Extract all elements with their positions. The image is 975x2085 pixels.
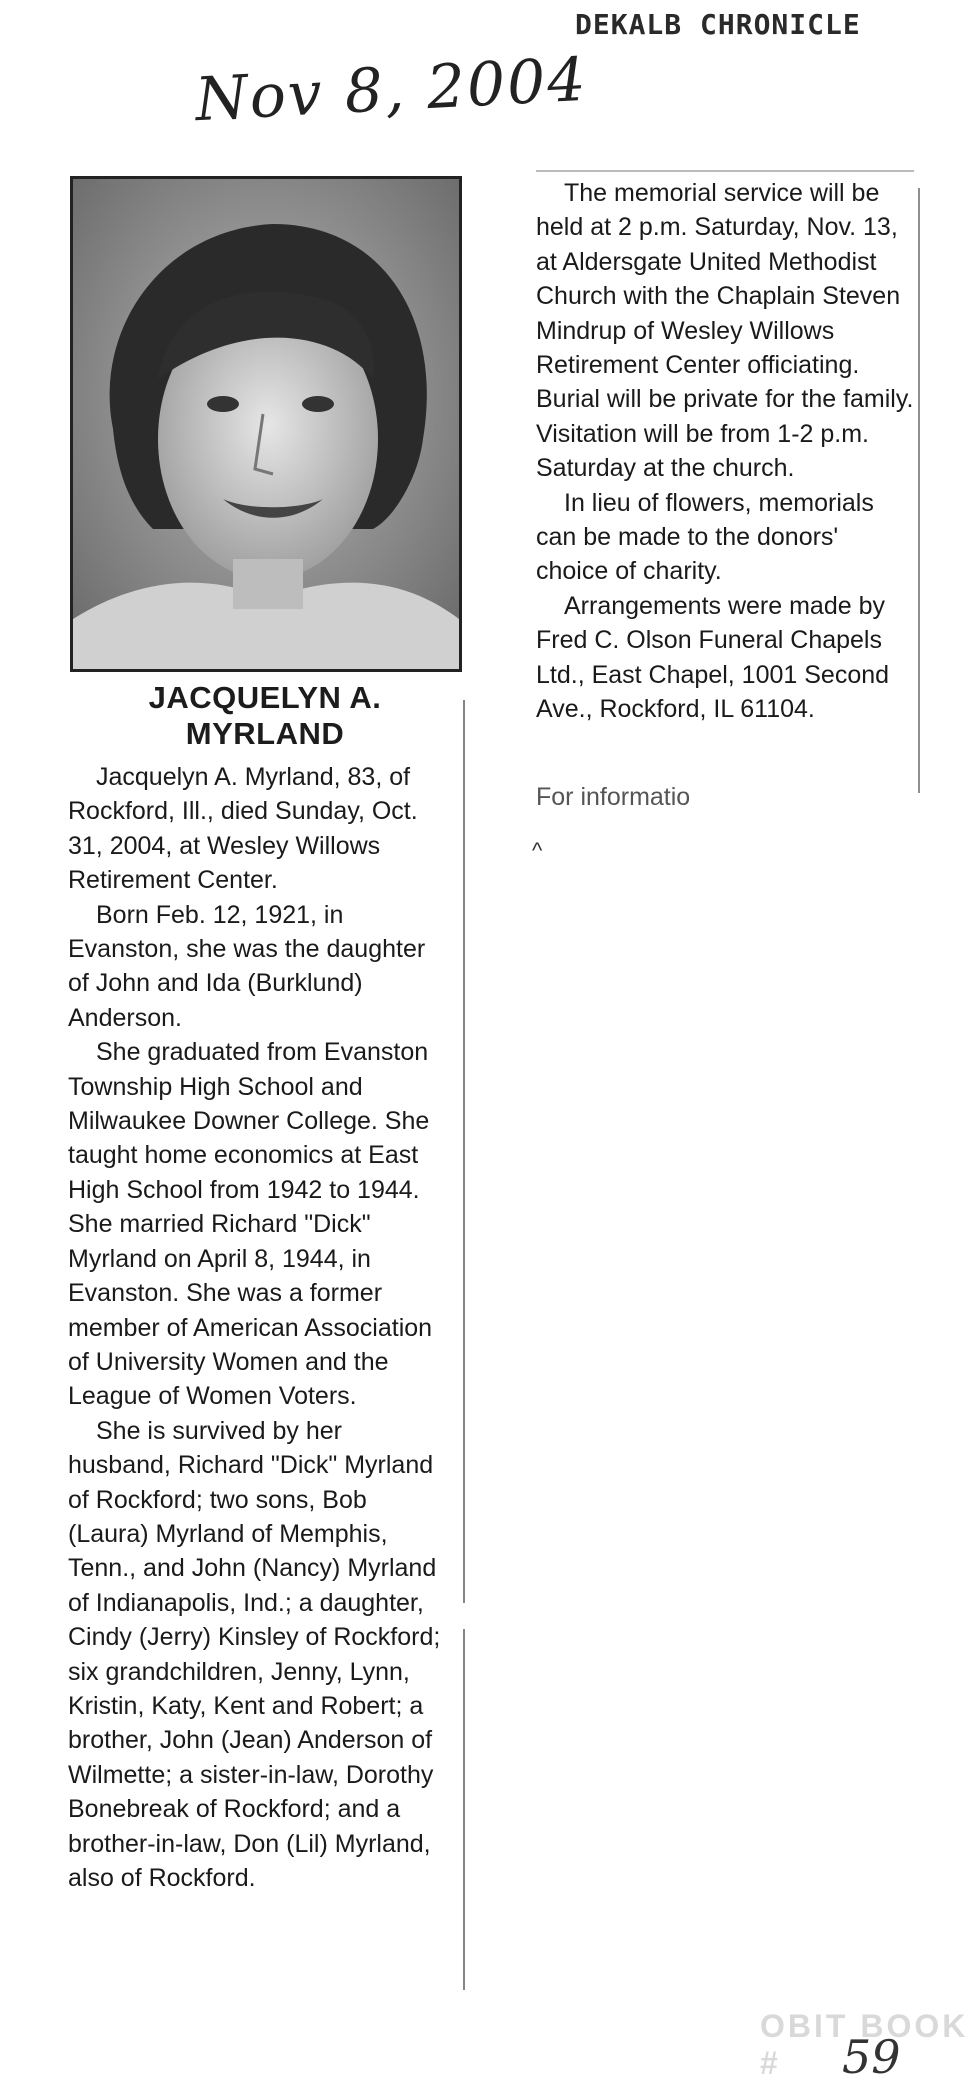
- handwritten-date: Nov 8, 2004: [193, 44, 590, 136]
- obituary-heading: JACQUELYN A. MYRLAND: [148, 680, 382, 751]
- faded-stamp: OBIT BOOK #: [760, 2008, 969, 2081]
- top-rule: [536, 170, 914, 172]
- portrait-photo: [70, 176, 462, 672]
- paragraph-death-notice: Jacquelyn A. Myrland, 83, of Rockford, Ill., died Sunday, Oct. 31, 2004, at Wesley Willows Retirement Center.: [68, 763, 418, 895]
- cutoff-text: For informatio: [536, 783, 691, 811]
- left-column: [68, 760, 443, 1895]
- column-divider-left: [463, 700, 465, 1990]
- paragraph-survivors: She is survived by her husband, Richard "Dick" Myrland of Rockford; two sons, Bob (Laura) Myrland of Memphis, Tenn., and John (Nancy) Myrland of Indianapolis, Ind.; a daughter, Cindy (Jerry) Kinsley of Rockford; six grandchildren, Jenny, Lynn, Kristin, Katy, Kent and Robert; a brother, John (Jean) Anderson of Wilmette; a sister-in-law, Dorothy Bonebreak of Rockford; and a brother-in-law, Don (Lil) Myrland, also of Rockford.: [68, 1416, 441, 1892]
- right-column: [536, 176, 914, 727]
- paragraph-arrangements: Arrangements were made by Fred C. Olson Funeral Chapels Ltd., East Chapel, 1001 Second Ave., Rockford, IL 61104.: [536, 591, 890, 724]
- paragraph-memorials: In lieu of flowers, memorials can be made to the donors' choice of charity.: [536, 488, 874, 586]
- paragraph-birth: Born Feb. 12, 1921, in Evanston, she was the daughter of John and Ida (Burklund) Anderson.: [68, 900, 426, 1032]
- page-number: 59: [842, 2030, 901, 2084]
- paragraph-biography: She graduated from Evanston Township High School and Milwaukee Downer College. She taught home economics at East High School from 1942 to 1944. She married Richard "Dick" Myrland on April 8, 1944, in Evanston. She was a former member of American Association of University Women and the League of Women Voters.: [68, 1038, 433, 1411]
- paragraph-memorial-service: The memorial service will be held at 2 p.m. Saturday, Nov. 13, at Aldersgate United Methodist Church with the Chaplain Steven Mindrup of Wesley Willows Retirement Center officiating. Burial will be private for the family. Visitation will be from 1-2 p.m. Saturday at the church.: [536, 179, 914, 483]
- newspaper-masthead: DEKALB CHRONICLE: [575, 8, 861, 41]
- caret-mark: ^: [532, 838, 543, 863]
- column-divider-right: [918, 188, 920, 793]
